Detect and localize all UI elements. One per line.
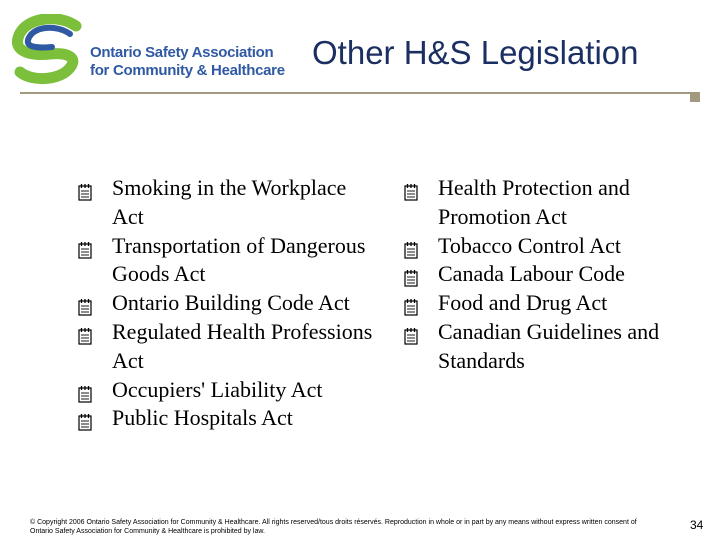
notepad-bullet-icon xyxy=(76,180,94,198)
logo-org-name xyxy=(90,44,285,80)
bullet-item xyxy=(76,404,376,433)
copyright-footer: © Copyright 2006 Ontario Safety Association for Community & Healthcare. All rights reserved/tous droits réservés. Reproduction in whole or in part by any means without express written consent of Ontario Safety Association for Community & Healthcare is prohibited by law. xyxy=(30,519,637,535)
logo-line-1: Ontario Safety Association xyxy=(90,44,274,61)
slide-title: Other H&S Legislation xyxy=(312,34,639,71)
bullet-item xyxy=(76,318,376,376)
notepad-bullet-icon xyxy=(402,266,420,284)
notepad-bullet-icon xyxy=(76,324,94,342)
bullet-item xyxy=(76,289,376,318)
bullet-item xyxy=(402,260,702,289)
notepad-bullet-icon xyxy=(76,382,94,400)
notepad-bullet-icon xyxy=(402,238,420,256)
notepad-bullet-icon xyxy=(76,238,94,256)
page-number: 34 xyxy=(690,518,704,532)
notepad-bullet-icon xyxy=(76,410,94,428)
title-divider xyxy=(20,92,700,94)
right-bullet-list xyxy=(402,174,702,376)
bullet-item xyxy=(402,232,702,261)
bullet-item xyxy=(76,232,376,290)
left-bullet-list xyxy=(76,174,376,433)
notepad-bullet-icon xyxy=(402,324,420,342)
bullet-text: Ontario Building Code Act xyxy=(112,290,350,316)
bullet-text: Smoking in the Workplace Act xyxy=(112,175,347,229)
title-divider-accent xyxy=(690,92,700,102)
bullet-item xyxy=(402,174,702,232)
notepad-bullet-icon xyxy=(402,180,420,198)
bullet-text: Canada Labour Code xyxy=(438,261,625,287)
bullet-item xyxy=(76,174,376,232)
logo-line-2: for Community & Healthcare xyxy=(90,62,285,79)
bullet-text: Food and Drug Act xyxy=(438,290,608,316)
bullet-text: Canadian Guidelines and Standards xyxy=(438,318,660,373)
osach-swirl-icon xyxy=(10,14,92,86)
bullet-item xyxy=(402,289,702,318)
bullet-item xyxy=(76,376,376,405)
bullet-text: Regulated Health Professions Act xyxy=(112,318,373,373)
bullet-text: Public Hospitals Act xyxy=(112,405,293,431)
bullet-text: Occupiers' Liability Act xyxy=(112,376,323,402)
bullet-text: Health Protection and Promotion Act xyxy=(438,175,630,229)
notepad-bullet-icon xyxy=(402,295,420,313)
bullet-text: Tobacco Control Act xyxy=(438,232,621,258)
notepad-bullet-icon xyxy=(76,295,94,313)
osach-logo xyxy=(10,14,300,90)
bullet-text: Transportation of Dangerous Goods Act xyxy=(112,232,366,287)
bullet-item xyxy=(402,318,702,376)
